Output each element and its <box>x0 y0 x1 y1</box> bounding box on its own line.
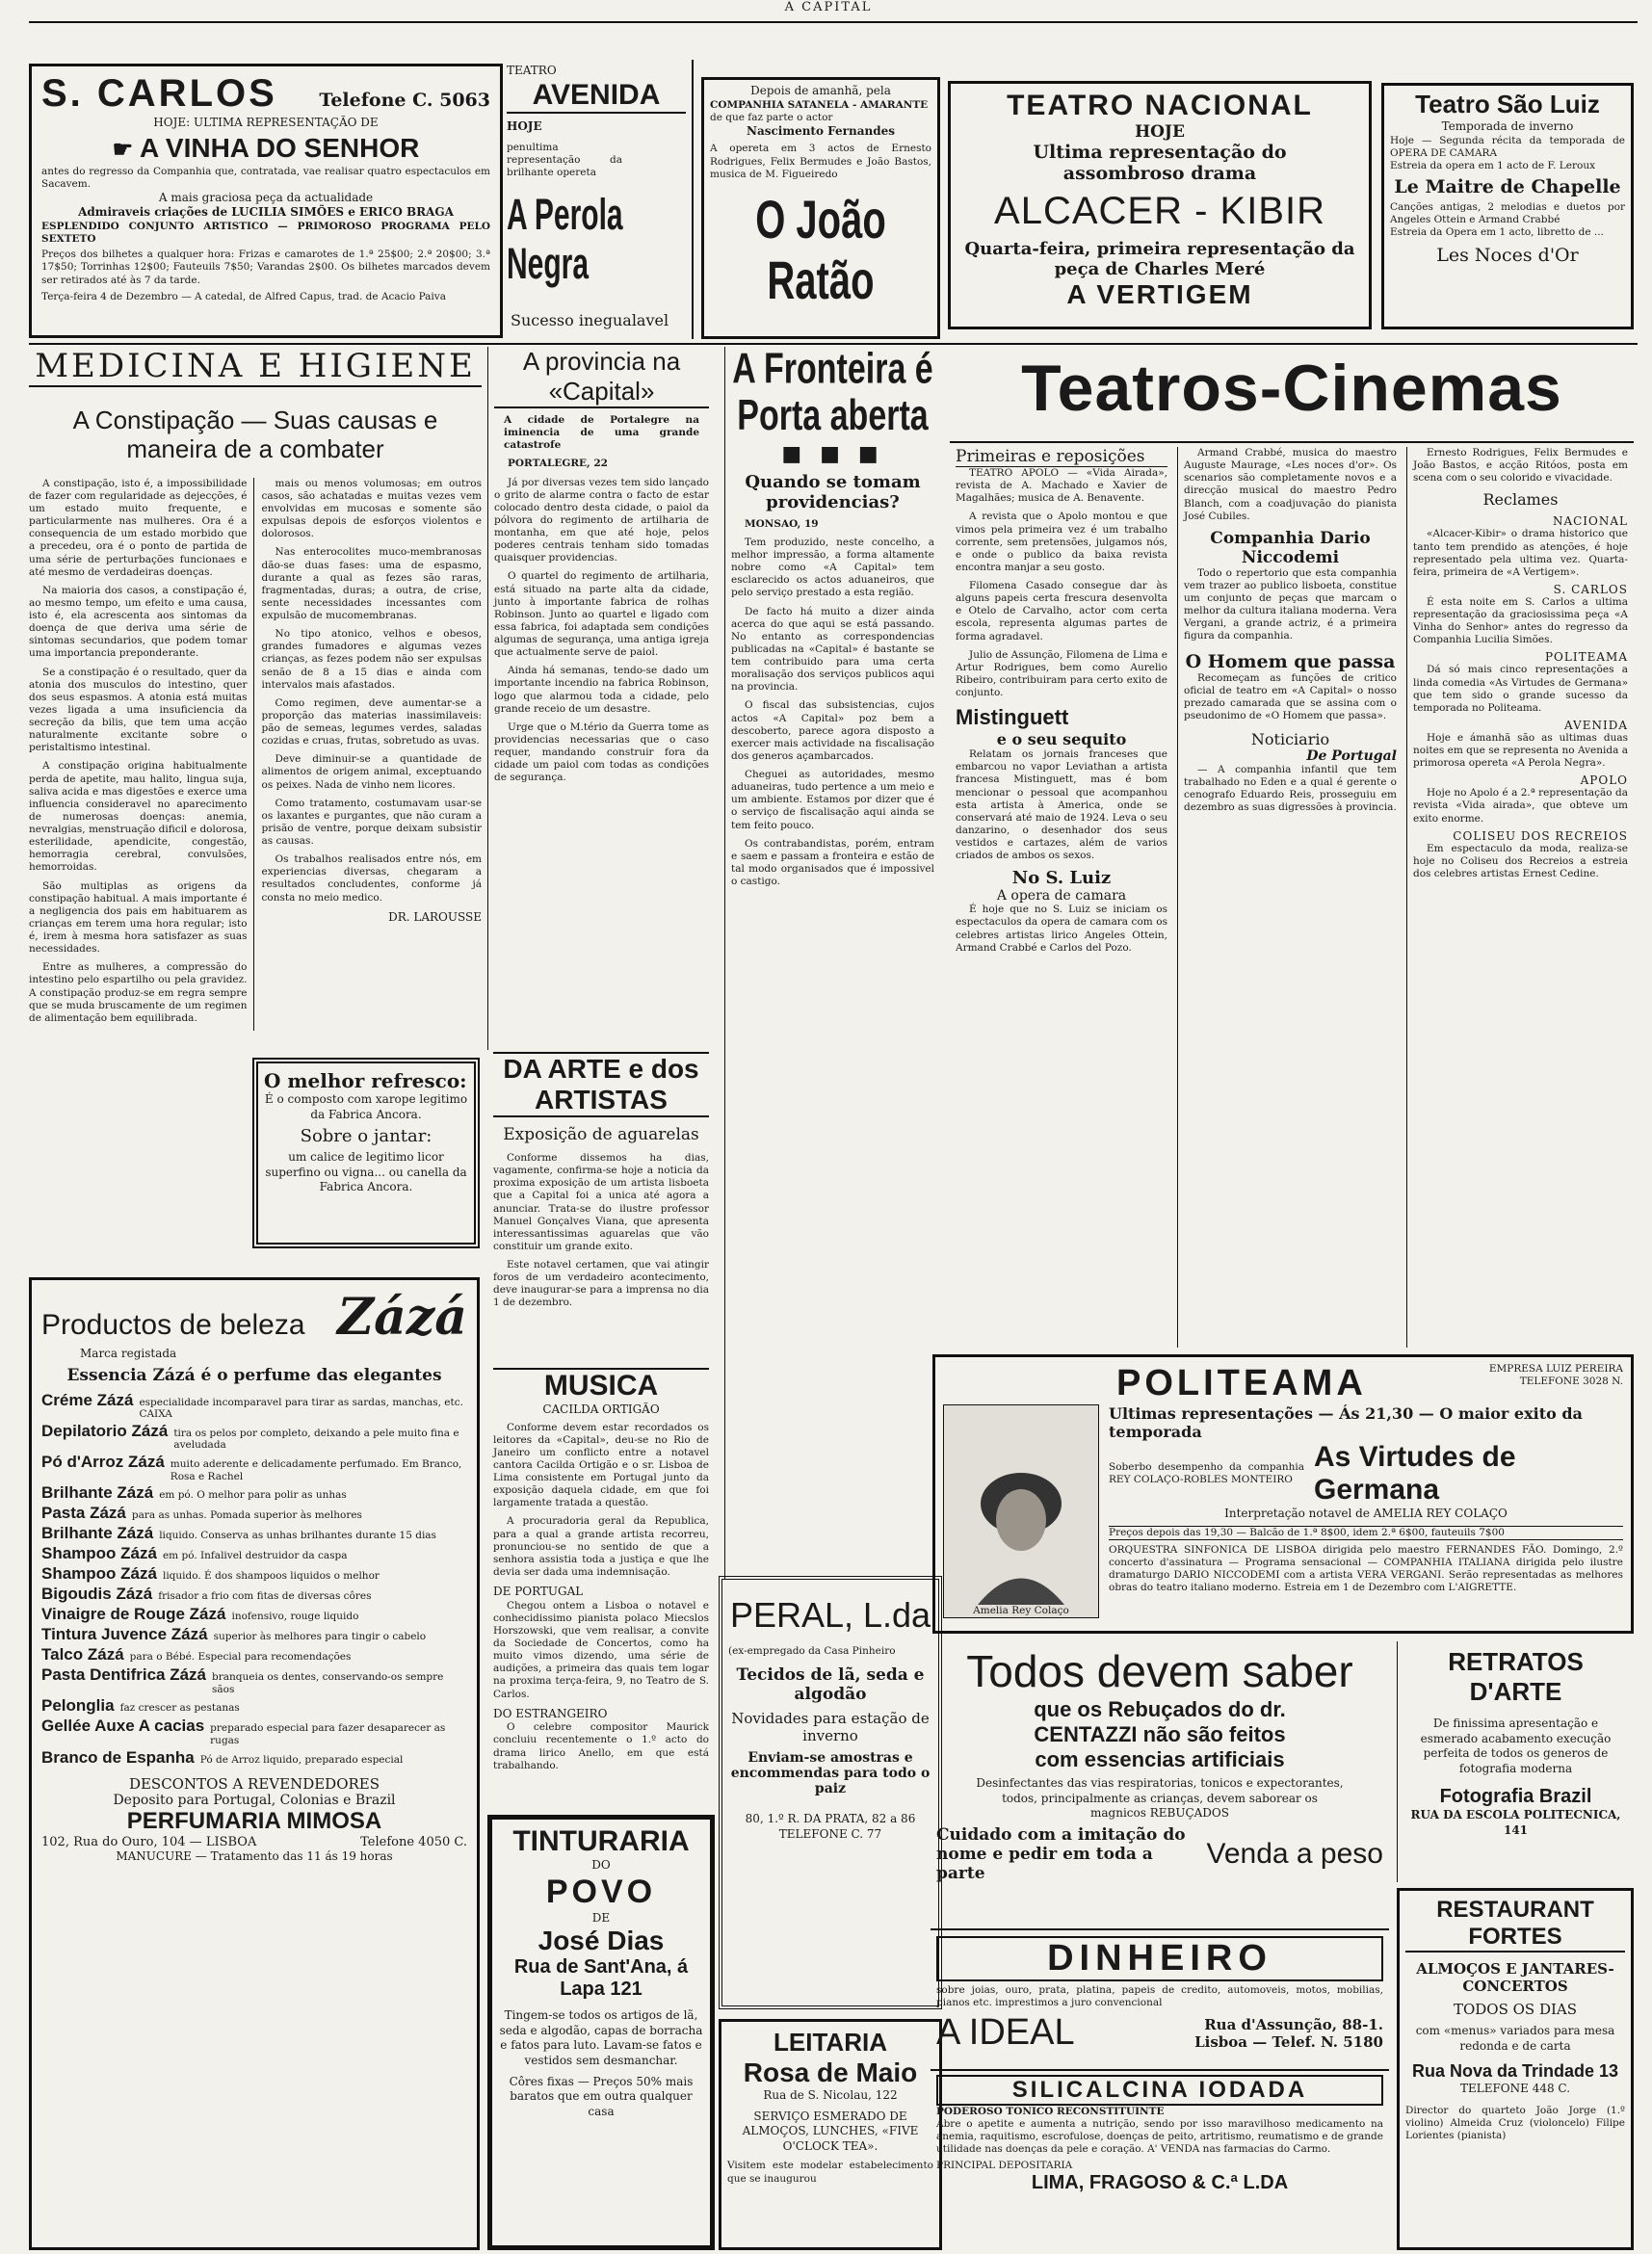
sl-line3: Estreia da opera em 1 acto de F. Leroux <box>1390 159 1596 171</box>
sc-title: ☛ A VINHA DO SENHOR <box>112 132 420 163</box>
ad-retratos <box>1397 1641 1634 1882</box>
refresco-title: O melhor refresco: <box>264 1069 467 1092</box>
dinheiro-contact: Rua d'Assunção, 88-1. Lisboa — Telef. N. 5180 <box>1194 2015 1383 2051</box>
restaurant-phone: TELEFONE 448 C. <box>1459 2082 1571 2096</box>
ad-zaza <box>29 1277 480 2250</box>
zaza-manicure: MANUCURE — Tratamento das 11 ás 19 horas <box>116 1848 393 1863</box>
zaza-product-row <box>41 1483 467 1503</box>
zaza-reg: Marca registada <box>80 1347 177 1360</box>
av-theatre: TEATRO <box>507 64 557 77</box>
teatros-col1-head: Primeiras e reposições <box>956 447 1167 467</box>
mistinguett-body: Relatam os jornais franceses que embarcou no vapor Leviathan a artista francesa Mistinguett, mas é bom mencionar o pessoal que acompanhou esta artista à America, onde se conservará até maio de 1924. Leva o seu danzarino, o desenhador dos seus vestidos e cartazes, além de varios criados de ambos os sexos. <box>956 748 1167 862</box>
medicina-section-title: MEDICINA E HIGIENE <box>29 347 482 387</box>
ad-tinturaria <box>487 1815 715 2250</box>
zaza-product-name: Tintura Juvence Zázá <box>41 1625 208 1644</box>
page-header: A CAPITAL <box>784 0 873 14</box>
leitaria-text: SERVIÇO ESMERADO DE ALMOÇOS, LUNCHES, «FIVE O'CLOCK TEA». <box>742 2109 919 2153</box>
silicalcina-company: LIMA, FRAGOSO & C.ª L.DA <box>1031 2171 1289 2193</box>
zaza-product-row <box>41 1544 467 1563</box>
ad-rebucados <box>931 1641 1389 1930</box>
da-arte-subhead: Exposição de aguarelas <box>503 1125 699 1144</box>
zaza-product-row <box>41 1717 467 1746</box>
homem-body: Recomeçam as funções de critico oficial de teatro em «A Capital» o nosso prezado camarada que se assina com o pseudonimo de «O Homem que passa». <box>1184 671 1397 721</box>
restaurant-line3: com «menus» variados para mesa redonda e de carta <box>1415 2024 1615 2053</box>
rebucados-line4: Desinfectantes das vias respiratorias, tonicos e expectorantes, todos, principalmente as crianças, devem saborear os magnicos REBUÇADOS <box>976 1776 1344 1821</box>
politeama-text: ORQUESTRA SINFONICA DE LISBOA dirigida pelo maestro FERNANDES FÃO. Domingo, 2.º concerto d'assinatura — Programa sensacional — COMPANHIA ITALIANA dirigida pelo ilustre dramaturgo DARIO NICCODEMI com a artista VERA VERGANI. Serão representadas as melhores obras do teatro italiano moderno. Estreia em 1 de Dezembro com L'AIGRETTE. <box>1109 1543 1623 1594</box>
reclame-venue: NACIONAL <box>1552 514 1628 529</box>
teatros-col1-body: TEATRO APOLO — «Vida Airada», revista de A. Machado e Xavier de Magalhães; musica de A. Benavente. A revista que o Apolo montou e que vimos pela primeira vez é um trabalho corrente, sem pretensões, julgamos nós, e onde o publico da baixa revista encontra manjar a seu gosto. Filomena Casado consegue dar às alguns papeis certa frescura desenvolta e Otelo de Carvalho, actor com certa escola, representa algumas partes de forma agradavel. Julio de Assunção, Filomena de Lima e Artur Rodrigues, bem como Aurelio Ribeiro, contribuiram para certo exito de conjunto. <box>956 467 1167 698</box>
restaurant-line1: ALMOÇOS E JANTARES-CONCERTOS <box>1416 1960 1614 1995</box>
reclame-text: Hoje e ámanhã são as ultimas duas noites em que se representa no Avenida a primorosa opereta «A Perola Negra». <box>1413 731 1628 770</box>
mistinguett-head: Mistinguett <box>956 705 1069 730</box>
refresco-line1: É o composto com xarope legitimo da Fabrica Ancora. <box>264 1092 468 1121</box>
rebucados-warning: Cuidado com a imitação do nome e pedir em toda a parte <box>936 1824 1186 1883</box>
niccodemi-head: Companhia Dario Niccodemi <box>1210 528 1371 567</box>
retratos-headline: RETRATOS D'ARTE <box>1448 1647 1584 1706</box>
zaza-product-name: Talco Zázá <box>41 1645 124 1664</box>
teatros-col3-top: Ernesto Rodrigues, Felix Bermudes e João Bastos, e acção Ritóos, posta em scena com o seu colorido e vivacidade. <box>1413 447 1628 485</box>
zaza-product-name: Pó d'Arroz Zázá <box>41 1452 165 1471</box>
zaza-product-name: Brilhante Zázá <box>41 1483 154 1503</box>
tn-title: ALCACER - KIBIR <box>994 190 1325 232</box>
av-note: penultima representação da brilhante opereta <box>507 142 622 179</box>
leitaria-name: Rosa de Maio <box>743 2057 918 2087</box>
medicina-signature: DR. LAROUSSE <box>388 909 482 924</box>
zaza-product-row <box>41 1748 467 1768</box>
peral-line3: Enviam-se amostras e encommendas para todo o paiz <box>730 1750 931 1797</box>
teatros-col3 <box>1406 447 1634 1348</box>
refresco-line2: Sobre o jantar: <box>300 1126 433 1147</box>
provincia-headline: A provincia na «Capital» <box>494 347 709 408</box>
zaza-product-desc: preparado especial para fazer desaparecer as rugas <box>210 1722 446 1746</box>
sl-footer: Les Noces d'Or <box>1436 245 1579 267</box>
rebucados-headline: Todos devem saber <box>966 1646 1353 1696</box>
rebucados-line2: CENTAZZI não são feitos <box>1034 1722 1286 1746</box>
zaza-product-row <box>41 1605 467 1624</box>
teatros-col2 <box>1177 447 1403 1348</box>
zaza-product-desc: liquido. É dos shampoos liquidos o melhor <box>162 1570 380 1583</box>
rebucados-sale: Venda a peso <box>1206 1837 1383 1870</box>
zaza-product-desc: em pó. Infalivel destruidor da caspa <box>162 1550 348 1562</box>
rebucados-line1: que os Rebuçados do dr. <box>1034 1697 1286 1721</box>
teatros-col1 <box>950 447 1173 1348</box>
zaza-product-row <box>41 1585 467 1604</box>
da-arte-headline: DA ARTE e dos ARTISTAS <box>493 1052 709 1117</box>
ad-leitaria <box>719 2019 942 2250</box>
zaza-product-desc: frisador a frio com fitas de diversas côres <box>158 1590 372 1603</box>
zaza-product-desc: liquido. Conserva as unhas brilhantes durante 15 dias <box>159 1530 436 1542</box>
reclame-text: «Alcacer-Kibir» o drama historico que tanto tem prendido as atenções, é hoje representado pela ultima vez. Quarta-feira, primeira de «A Vertigem». <box>1413 528 1628 578</box>
dinheiro-headline: DINHEIRO <box>936 1936 1383 1981</box>
musica-portugal-head: DE PORTUGAL <box>493 1585 584 1599</box>
ad-restaurant <box>1397 1888 1634 2250</box>
peral-phone: TELEFONE C. 77 <box>778 1826 882 1841</box>
musica-body: Conforme devem estar recordados os leitores da «Capital», deu-se no Rio de Janeiro um conflicto entre a notavel cantora Cacilda Ortigão e o sr. Lisboa de Lima consistente em Portugal junto da exposição daquela cidade, em que foi largamente tratada a questão. A procuradoria geral da Republica, para a qual a grande artista recorreu, pronunciou-se no sentido de que a senhora assistia toda a justiça e que lhe devia ser dada uma indemnisação. DE PORTUGAL Chegou ontem a Lisboa o notavel e conhecidissimo pianista polaco Miecslos Horszowski, que vem realisar, a convite da Sociedade de Concertos, como ha muito vimos dizendo, uma série de audições, a primeira das quais tem logar na proxima terça-feira, 9, no Teatro de S. Carlos. DO ESTRANGEIRO O celebre compositor Maurick concluiu recentemente o 1.º acto do drama lirico Anello, em que está trabalhando. <box>493 1421 709 1771</box>
tn-next-title: A VERTIGEM <box>1066 279 1253 309</box>
refresco-line3: um calice de legitimo licor superfino ou vigna... ou canella da Fabrica Ancora. <box>265 1150 467 1194</box>
sl-line2: Hoje — Segunda récita da temporada de OPERA DE CAMARA <box>1390 134 1625 159</box>
sc-phone: Telefone C. 5063 <box>319 90 490 111</box>
peral-staff: (ex-empregado da Casa Pinheiro <box>728 1645 896 1657</box>
zaza-product-name: Depilatorio Zázá <box>41 1421 169 1440</box>
zaza-deposit: Deposito para Portugal, Colonias e Brazil <box>113 1792 396 1808</box>
sc-next: Terça-feira 4 de Dezembro — A catedal, de Alfred Capus, trad. de Acacio Paiva <box>41 290 446 302</box>
tn-line1: Ultima representação do assombroso drama <box>1033 142 1287 184</box>
da-arte-body: Conforme dissemos ha dias, vagamente, confirma-se hoje a noticia da proxima exposição de um artista lisboeta que a Capital foi a unica até agora a anunciar. Trata-se do ilustre professor Manuel Gonçalves Viana, que apresenta interessantissimas aguarelas que vão constituir um grande exito. Este notavel certamen, que vai atingir foros de um verdadeiro acontecimento, deve inaugurar-se para a imprensa no dia 1 de dezembro. <box>493 1152 709 1309</box>
jr-desc: A opereta em 3 actos de Ernesto Rodrigues, Felix Bermudes e João Bastos, musica de M. Figueiredo <box>710 143 931 180</box>
reclames-list <box>1413 514 1628 880</box>
zaza-title: Productos de beleza <box>41 1309 305 1341</box>
jr-company: COMPANHIA SATANELA - AMARANTE <box>710 98 929 111</box>
sl-line5: Estreia da Opera em 1 acto, libretto de ... <box>1390 226 1604 239</box>
zaza-product-list <box>41 1391 467 1768</box>
zaza-product-desc: inofensivo, rouge liquido <box>231 1611 359 1623</box>
niccodemi-body: Todo o repertorio que esta companhia vem trazer ao publico lisboeta, constitue um conjunto de peças que marcam o melhor da cultura italiana moderna. Vera Vergani, a grande actriz, é a primeira figura da companhia. <box>1184 566 1397 642</box>
reclames-head: Reclames <box>1482 490 1559 510</box>
medicina-col2: mais ou menos volumosas; em outros casos, são achatadas e muitas vezes vem envolvidas em mucosas e somente são expulsas depois de esforços violentos e dolorosos. Nas enterocolites muco-membranosas dão-se duas fases: uma de espasmo, durante a qual as fezes são raras, fragmentadas, duras; a outra, de crise, sente necessidades incessantes com expulsão de mucomembranas. No tipo atonico, velhos e obesos, grandes fumadores e algumas vezes crianças, as fezes podem não ser expulsas senão de 8 a 15 dias e ainda com intervalos mais afastados. Como regimen, deve aumentar-se a proporção das materias inassimilaveis: pão de semeas, legumes verdes, saladas cozidas e cruas, frutas, sobretudo as uvas. Deve diminuir-se a quantidade de alimentos de origem animal, exceptuando os peixes. Nada de vinho nem licores. Como tratamento, costumavam usar-se os laxantes e purgantes, que não curam a prisão de ventre, porque deixam subsistir as causas. Os trabalhos realisados entre nós, em experiencias diversas, chegaram a resultados concludentes, conforme já consta no meio medico. DR. LAROUSSE <box>261 477 482 924</box>
fronteira-body: MONSAO, 19 Tem produzido, neste concelho, a melhor impressão, a forma altamente nobre como «A Capital» tem esclarecido os actos aduaneiros, que pelo serviço prestado a esta região. De facto há muito a dizer ainda acerca do que aqui se está passando. No entanto as correspondencias publicadas na «Capital» é bastante se tem contribuido para uma certa moralisação dos serviços publicos aqui na provincia. O fiscal das subsistencias, cujos actos «A Capital» poz bem a descoberto, parece agora disposto a exercer mais actividade na fiscalisação dos generos açambarcados. Cheguei as autoridades, mesmo aduaneiras, tudo pertence a um meio e um ambiente. Estamos por dizer que é o serviço de fiscalisação aqui ainda se tem feito pouco. Os contrabandistas, porém, entram e saem e passam a fronteira e estão de tal modo organisados que é impossivel o castigo. <box>731 517 934 888</box>
zaza-product-name: Pasta Zázá <box>41 1504 126 1523</box>
leitaria-address: Rua de S. Nicolau, 122 <box>763 2088 898 2102</box>
zaza-product-desc: especialidade incomparavel para tirar as sardas, manchas, etc. CAIXA <box>139 1396 463 1421</box>
tint-owner: José Dias <box>538 1926 665 1956</box>
teatros-headline: Teatros-Cinemas <box>950 351 1634 443</box>
leitaria-title: LEITARIA <box>774 2028 887 2057</box>
zaza-product-desc: para as unhas. Pomada superior às melhores <box>131 1509 362 1522</box>
portrait-image <box>963 1460 1079 1605</box>
da-arte-article <box>487 1052 715 1360</box>
zaza-product-row <box>41 1453 467 1482</box>
politeama-prices: Preços depois das 19,30 — Balcão de 1.ª 8$00, idem 2.ª 6$00, fauteuils 7$00 <box>1109 1526 1623 1540</box>
retratos-text: De finissima apresentação e esmerado acabamento execução perfeita de todos os generos de fotografia moderna <box>1420 1717 1612 1775</box>
zaza-phone: Telefone 4050 C. <box>360 1834 467 1849</box>
fronteira-subhead: Quando se tomam providencias? <box>745 471 921 512</box>
zaza-product-row <box>41 1504 467 1523</box>
politeama-line2: Soberbo desempenho da companhia REY COLAÇO-ROBLES MONTEIRO <box>1109 1460 1304 1485</box>
fronteira-ornament: ■ ■ ■ <box>781 441 884 466</box>
zaza-product-desc: para o Bébé. Especial para recomendações <box>129 1651 352 1664</box>
av-name: AVENIDA <box>507 79 686 114</box>
musica-article <box>487 1368 715 1801</box>
retratos-address: RUA DA ESCOLA POLITECNICA, 141 <box>1410 1808 1621 1837</box>
zaza-product-name: Shampoo Zázá <box>41 1544 157 1563</box>
zaza-product-name: Gellée Auxe A cacias <box>41 1717 205 1736</box>
sc-line3: Admiraveis criações de LUCILIA SIMÕES e ERICO BRAGA <box>78 205 454 220</box>
ad-peral <box>719 1576 942 2009</box>
av-today: HOJE <box>507 118 542 133</box>
zaza-product-name: Bigoudis Zázá <box>41 1585 153 1604</box>
sluiz-sub: A opera de camara <box>996 888 1127 904</box>
top-rule <box>29 21 1638 23</box>
silicalcina-headline: SILICALCINA IODADA <box>936 2075 1383 2106</box>
sc-line2: A mais graciosa peça da actualidade <box>158 190 374 204</box>
zaza-product-desc: em pó. O melhor para polir as unhas <box>159 1489 347 1502</box>
ad-politeama <box>932 1354 1634 1634</box>
hand-pointer-icon: ☛ <box>112 136 134 163</box>
zaza-product-name: Pelonglia <box>41 1696 115 1716</box>
zaza-product-row <box>41 1391 467 1421</box>
peral-address: 80, 1.º R. DA PRATA, 82 a 86 <box>745 1812 916 1826</box>
ad-silicalcina <box>931 2069 1389 2250</box>
musica-headline: MUSICA <box>493 1368 709 1402</box>
fronteira-headline: A Fronteira é Porta aberta <box>732 347 933 440</box>
peral-name: PERAL, L.da <box>729 1595 931 1635</box>
reclame-venue: APOLO <box>1580 773 1628 788</box>
zaza-product-desc: faz crescer as pestanas <box>119 1702 240 1715</box>
silicalcina-text: Abre o apetite e aumenta a nutrição, sendo por isso maravilhoso medicamento na anemia, raquitismo, escrofulose, doenças de peito, artritismo, reumatismo e de grande utilidade nas doenças da pele e coração. A' VENDA nas farmacias do Carmo. <box>936 2118 1383 2156</box>
silicalcina-footer: PRINCIPAL DEPOSITARIA <box>936 2159 1073 2171</box>
reclame-venue: AVENIDA <box>1563 718 1628 732</box>
reclame-text: Hoje no Apolo é a 2.ª representação da revista «Vida airada», que obteve um exito enorme. <box>1413 787 1628 825</box>
teatros-col2-top: Armand Crabbé, musica do maestro Auguste Maurage, «Les noces d'or». Os scenarios são completamente novos e a direcção musical do maestro Pedro Blanch, com a coadjuvação do pianista José Cubiles. <box>1184 447 1397 522</box>
reclame-text: Dá só mais cinco representações a linda comedia «As Virtudes de Germana» que tem sido o grande sucesso da temporada no Politeama. <box>1413 664 1628 714</box>
zaza-product-desc: tira os pelos por completo, deixando a pele muito fina e aveludada <box>173 1427 459 1452</box>
zaza-product-row <box>41 1524 467 1543</box>
tint-text: Tingem-se todos os artigos de lã, seda e algodão, capas de borracha e fatos para luto. Lavam-se fatos e vestidos sem desmanchar. <box>499 2008 703 2067</box>
provincia-article <box>487 347 715 1050</box>
ad-refresco <box>252 1058 480 1248</box>
dinheiro-brand: A IDEAL <box>936 2012 1075 2054</box>
peral-line2: Novidades para estação de inverno <box>731 1710 930 1745</box>
zaza-product-row <box>41 1422 467 1452</box>
zaza-product-row <box>41 1696 467 1716</box>
dinheiro-text: sobre joias, ouro, prata, platina, papeis de credito, automoveis, motos, mobilias, pianos etc. imprestimos a juro convencional <box>936 1984 1383 2009</box>
sc-today: HOJE: ULTIMA REPRESENTAÇÃO DE <box>153 116 379 129</box>
silicalcina-sub: PODEROSO TONICO RECONSTITUINTE <box>936 2106 1165 2117</box>
sl-venue: Teatro São Luiz <box>1415 90 1600 118</box>
politeama-line1: Ultimas representações — Ás 21,30 — O maior exito da temporada <box>1109 1404 1583 1441</box>
zaza-resellers: DESCONTOS A REVENDEDORES <box>128 1774 380 1793</box>
portrait-caption: Amelia Rey Colaço <box>973 1604 1069 1616</box>
sc-prices: Preços dos bilhetes a qualquer hora: Frizas e camarotes de 1.ª 25$00; 2.ª 20$00; 3.ª 17$50; Torrinhas 12$00; Fauteuils 7$50; Varandas 2$00. Os bilhetes marcados devem ser retirados até às 7 da tarde. <box>41 249 490 286</box>
fronteira-article <box>724 347 940 1580</box>
leitaria-footer: Visitem este modelar estabelecimento que se inaugurou <box>727 2160 933 2185</box>
ad-joao-ratao <box>701 77 940 339</box>
reclame-venue: S. CARLOS <box>1553 582 1628 596</box>
politeama-name: POLITEAMA <box>1116 1363 1367 1403</box>
zaza-product-name: Pasta Dentifrica Zázá <box>41 1665 207 1685</box>
reclame-venue: COLISEU DOS RECREIOS <box>1453 828 1628 843</box>
medicina-col1: A constipação, isto é, a impossibilidade de fazer com regularidade as dejecções, é um estado muito frequente, e particularmente nas mulheres. Ora é a consequencia de um estado morbido que a precedeu, ora é o ponto de partida de uma série de perturbações funcionaes e até mesmo de verdadeiras doenças. Na maioria dos casos, a constipação é, ao mesmo tempo, um efeito e uma causa, isto é, ela acrescenta aos sintomas da doença de que deriva uma série de sintomas secundarios, que podem tomar uma importancia preponderante. Se a constipação é o resultado, quer da atonia dos musculos do intestino, quer dos seus espasmos. A atonia está muitas vezes ligada a uma insuficiencia da secreção da bilis, que tem uma acção naturalmente excitante sobre o peristaltismo intestinal. A constipação origina habitualmente perda de apetite, mau halito, lingua suja, saliva acida e mas digestões e exerce uma influencia consideravel no aparecimento de numerosas doenças: anemia, nevralgias, menstruação dificil e dolorosa, esterilidade, apendicite, congestão, hemorragia cerebral, convulsões, hemorroidas. São multiplas as origens da constipação habitual. A mais importante é a negligencia dos pais em habituarem as crianças em terem uma hora regular; isto é, irem à mesma hora satisfazer as suas necessidades. Entre as mulheres, a compressão do intestino pelo espartilho ou pela gravidez. A constipação produz-se em regra sempre que se muda bruscamente de um regimen de alimentação bem equilibrada. <box>29 478 254 1031</box>
sluiz-head: No S. Luiz <box>1011 868 1112 889</box>
restaurant-address: Rua Nova da Trindade 13 <box>1411 2061 1619 2082</box>
sluiz-body: É hoje que no S. Luiz se iniciam os espectaculos da opera de camara com os celebres artistas lirico Angeles Ottein, Armand Crabbé e Carlos del Pozo. <box>956 904 1167 954</box>
row-rule <box>29 343 1638 345</box>
rebucados-line3: com essencias artificiais <box>1035 1747 1285 1771</box>
zaza-brand: Zázá <box>337 1288 467 1347</box>
jr-actor: Nascimento Fernandes <box>747 123 895 138</box>
tint-address: Rua de Sant'Ana, á Lapa 121 <box>513 1956 689 2001</box>
noticiario-sub: De Portugal <box>1306 748 1397 764</box>
zaza-product-name: Vinaigre de Rouge Zázá <box>41 1605 226 1624</box>
musica-estrangeiro-head: DO ESTRANGEIRO <box>493 1706 608 1720</box>
jr-title: O João Ratão <box>755 190 886 311</box>
zaza-product-row <box>41 1645 467 1664</box>
ad-sao-luiz <box>1381 83 1634 329</box>
ad-san-carlos <box>29 64 503 338</box>
provincia-subhead: A cidade de Portalegre na iminencia de uma grande catastrofe <box>504 414 699 452</box>
zaza-product-name: Branco de Espanha <box>41 1747 195 1767</box>
provincia-body: PORTALEGRE, 22 Já por diversas vezes tem sido lançado o grito de alarme contra o facto de estar colocado dentro desta cidade, o paiol da pólvora do regimento de artilharia de montanha, em que até hoje, pelos poderes centrais tenham sido tomadas quaisquer providencias. O quartel do regimento de artilharia, está situado na parte alta da cidade, junto à importante fabrica de rolhas Robinson. Junto ao quartel e ligado com essa fabrica, foi adaptada sem condições algumas de segurança, uma antiga igreja que actualmente serve de paiol. Ainda há semanas, tendo-se dado um importante incendio na fabrica Robinson, logo que alarmou toda a cidade, pelo grande receio de um desastre. Urge que o M.tério da Guerra tome as providencias necessarias que o caso requer, mandando construir fora da cidade um paiol com todas as condições de segurança. <box>494 458 709 784</box>
jr-lead: Depois de amanhã, pela <box>750 84 891 97</box>
zaza-tagline: Essencia Zázá é o perfume das elegantes <box>66 1365 442 1385</box>
zaza-address: 102, Rua do Ouro, 104 — LISBOA <box>41 1834 257 1849</box>
noticiario-head: Noticiario <box>1250 730 1330 748</box>
reclame-text: Em espectaculo da moda, realiza-se hoje no Coliseu dos Recreios a estreia dos celebres artistas Ernest Cedine. <box>1413 842 1628 879</box>
reclame-venue: POLITEAMA <box>1544 650 1628 665</box>
zaza-product-name: Shampoo Zázá <box>41 1564 157 1584</box>
tint-de: DE <box>591 1910 611 1925</box>
ad-dinheiro <box>931 1932 1389 2067</box>
tn-venue: TEATRO NACIONAL <box>1007 90 1313 121</box>
reclame-text: É esta noite em S. Carlos a ultima representação da graciosissima peça «A Vinha do Senhor» antes do regresso da Companhia Lucilia Simões. <box>1413 595 1628 646</box>
restaurant-headline: RESTAURANT FORTES <box>1405 1897 1625 1953</box>
musica-subhead: CACILDA ORTIGÃO <box>542 1402 660 1416</box>
zaza-product-row <box>41 1625 467 1644</box>
zaza-product-row <box>41 1564 467 1584</box>
sl-title: Le Maitre de Chapelle <box>1394 175 1621 197</box>
ad-nacional <box>948 81 1372 329</box>
sc-venue: S. CARLOS <box>41 72 277 115</box>
zaza-product-desc: branqueia os dentes, conservando-os sempre sãos <box>212 1671 444 1695</box>
tint-povo: POVO <box>545 1873 657 1910</box>
zaza-product-name: Créme Zázá <box>41 1390 134 1409</box>
politeama-portrait <box>943 1404 1099 1618</box>
zaza-product-name: Brilhante Zázá <box>41 1524 154 1543</box>
politeama-company-block: EMPRESA LUIZ PEREIRA TELEFONE 3028 N. <box>1488 1363 1623 1388</box>
tint-do: DO <box>591 1858 611 1872</box>
ad-avenida <box>501 60 694 339</box>
av-title: A Perola Negra <box>507 191 623 289</box>
restaurant-line2: TODOS OS DIAS <box>1453 2001 1578 2018</box>
sc-line4: ESPLENDIDO CONJUNTO ARTISTICO — PRIMOROSO PROGRAMA PELO SEXTETO <box>41 221 490 246</box>
zaza-product-desc: Pó de Arroz liquido, preparado especial <box>199 1753 404 1766</box>
zaza-product-desc: superior às melhores para tingir o cabelo <box>213 1631 427 1643</box>
tn-next: Quarta-feira, primeira representação da peça de Charles Meré <box>964 239 1355 279</box>
zaza-product-desc: muito aderente e delicadamente perfumado. Em Branco, Rosa e Rachel <box>170 1457 462 1482</box>
restaurant-footer: Director do quarteto João Jorge (1.º violino) Almeida Cruz (violoncelo) Filipe Lorientes (pianista) <box>1405 2104 1625 2142</box>
tint-colors: Côres fixas — Preços 50% mais baratos que em outra qualquer casa <box>509 2074 694 2118</box>
retratos-studio: Fotografia Brazil <box>1439 1786 1592 1808</box>
sl-line1: Temporada de inverno <box>1441 119 1574 133</box>
sc-line1: antes do regresso da Companhia que, contratada, vae realisar quatro espectaculos em Sacavem. <box>41 165 490 190</box>
jr-cast-intro: de que faz parte o actor <box>710 111 833 123</box>
sl-line4: Canções antigas, 2 melodias e duetos por Angeles Ottein e Armand Crabbé <box>1390 200 1625 226</box>
mistinguett-sub: e o seu sequito <box>996 730 1127 749</box>
politeama-interpret: Interpretação notavel de AMELIA REY COLAÇO <box>1224 1507 1508 1520</box>
zaza-store: PERFUMARIA MIMOSA <box>126 1807 382 1834</box>
homem-head: O Homem que passa <box>1185 650 1396 672</box>
noticiario-body: — A companhia infantil que tem trabalhado no Eden e a qual é gerente o cenografo Eduardo Reis, prosseguiu em dezembro as suas digressões à provincia. <box>1184 764 1397 814</box>
tn-today: HOJE <box>1135 122 1185 142</box>
av-success: Sucesso inegualavel <box>511 311 669 330</box>
tint-title: TINTURARIA <box>512 1825 690 1857</box>
peral-line1: Tecidos de lã, seda e algodão <box>736 1665 925 1705</box>
zaza-product-row <box>41 1665 467 1695</box>
politeama-title: As Virtudes de Germana <box>1313 1441 1516 1506</box>
medicina-headline: A Constipação — Suas causas e maneira de a combater <box>72 406 438 463</box>
